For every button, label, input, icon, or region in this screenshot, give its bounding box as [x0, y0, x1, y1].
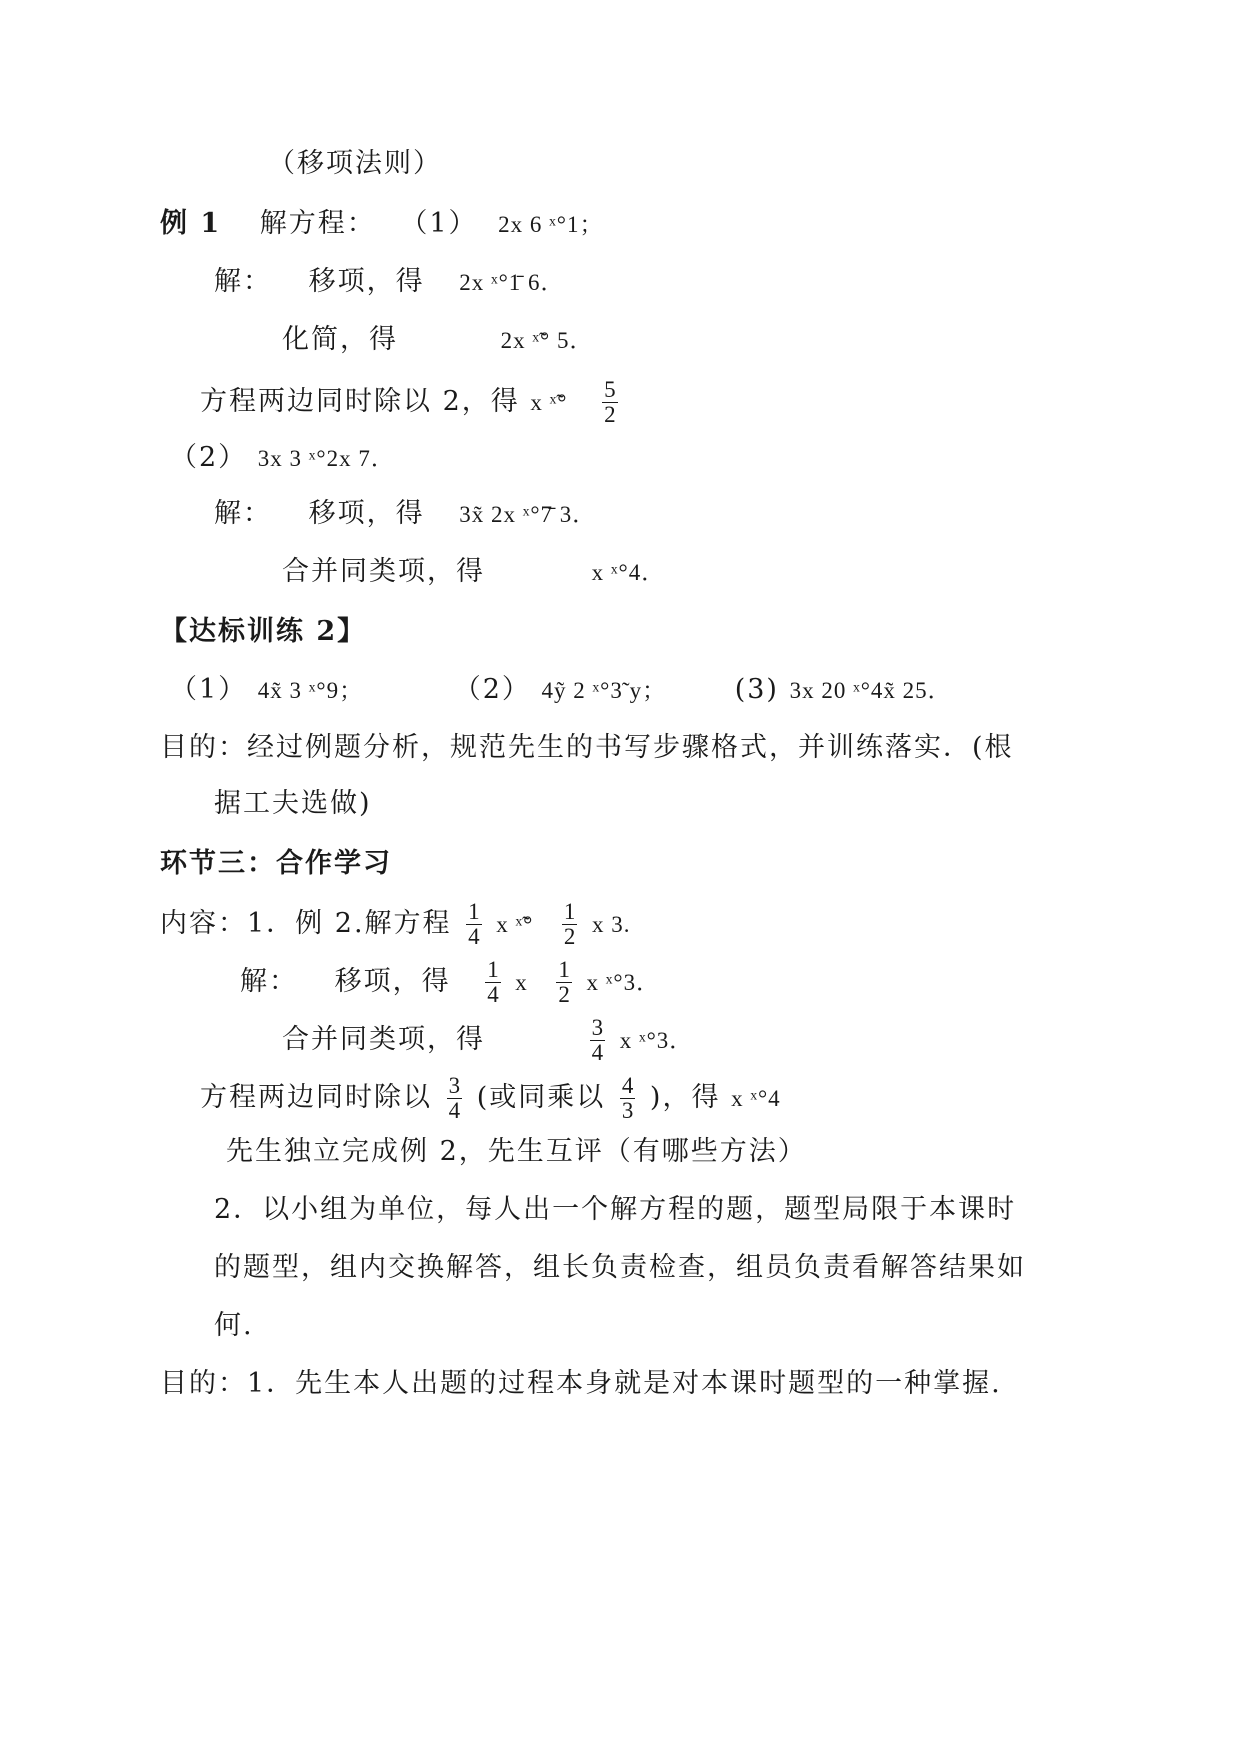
equation: x ˣ̃° [530, 390, 568, 415]
equation: 3x̃ 2x ˣ°7̄ 3． [459, 502, 597, 527]
solution-line: 解： 移项，得 2x ˣ°1̄ 6． [214, 266, 565, 297]
example-label: 例 1 [160, 208, 222, 239]
fraction: $\frac{1}{2}$ [563, 899, 576, 949]
solution-line: 合并同类项，得 $\frac{3}{4}$ x ˣ°3． [282, 1015, 694, 1065]
equation: 2x ˣ̃° 5． [500, 328, 594, 353]
solution-line: 解： 移项，得 $\frac{1}{4}$ x $\frac{1}{2}$ x ˣ°3． [240, 957, 661, 1007]
equation: 2x 6 ˣ°1； [498, 212, 604, 237]
text-line: 目的：经过例题分析，规范先生的书写步骤格式，并训练落实．(根 [160, 732, 1014, 763]
content-line: 内容：1．例 2.解方程 $\frac{1}{4}$ x ˣ̃° $\frac{1}{2}$ x 3. [160, 899, 631, 949]
text-line: 据工夫选做) [214, 788, 372, 819]
text-line: 2．以小组为单位，每人出一个解方程的题，题型局限于本课时 [214, 1194, 1017, 1225]
equation: 4x̃ 3 ˣ°9； [257, 678, 364, 703]
fraction: $\frac{1}{4}$ [487, 957, 499, 1007]
solution-line: 方程两边同时除以 2，得 x ˣ̃° $\frac{5}{2}$ [200, 377, 616, 427]
fraction: $\frac{5}{2}$ [604, 377, 616, 427]
equation: x ˣ°3． [619, 1028, 694, 1053]
text-line: 何. [214, 1310, 254, 1341]
text-line: （移项法则） [268, 148, 442, 179]
fraction: $\frac{1}{2}$ [558, 957, 570, 1007]
equation: x ˣ°4 [731, 1086, 781, 1111]
fraction: $\frac{1}{4}$ [468, 899, 480, 949]
section-heading: 环节三：合作学习 [160, 848, 392, 879]
equation: x ˣ°4． [591, 560, 666, 585]
text-line: 的题型，组内交换解答，组长负责检查，组员负责看解答结果如 [214, 1252, 1026, 1283]
equation: x [515, 970, 528, 995]
fraction: $\frac{3}{4}$ [591, 1015, 604, 1065]
equation: 3x 3 ˣ°2x 7． [257, 446, 395, 471]
equation: 2x ˣ°1̄ 6． [459, 270, 565, 295]
equation: 3x 20 ˣ°4x̃ 25． [789, 678, 952, 703]
solution-line: 化简，得 2x ˣ̃° 5． [282, 324, 594, 355]
equation: x 3. [592, 912, 631, 937]
equation: x ˣ̃° [496, 912, 534, 937]
example-1-line: 例 1 解方程： （1） 2x 6 ˣ°1； [160, 208, 604, 239]
equation: 4ỹ 2 ˣ°3̃ y； [541, 678, 667, 703]
fraction: $\frac{3}{4}$ [448, 1073, 461, 1123]
equation-line: （2） 3x 3 ˣ°2x 7． [170, 442, 395, 473]
section-heading: 【达标训练 2】 [160, 616, 367, 647]
solution-line: 合并同类项，得 x ˣ°4． [282, 556, 666, 587]
text-line: 先生独立完成例 2，先生互评（有哪些方法） [226, 1136, 807, 1167]
exercise-line: （1） 4x̃ 3 ˣ°9； （2） 4ỹ 2 ˣ°3̃ y； (3) 3x 20 ˣ°4x̃ 25． [170, 674, 952, 705]
equation: x ˣ°3． [586, 970, 661, 995]
fraction: $\frac{4}{3}$ [621, 1073, 634, 1123]
solution-line: 解： 移项，得 3x̃ 2x ˣ°7̄ 3． [214, 498, 597, 529]
text-line: 目的：1．先生本人出题的过程本身就是对本课时题型的一种掌握. [160, 1368, 1002, 1399]
solution-line: 方程两边同时除以 $\frac{3}{4}$ (或同乘以 $\frac{4}{3}$ )，得 x ˣ°4 [200, 1073, 781, 1123]
